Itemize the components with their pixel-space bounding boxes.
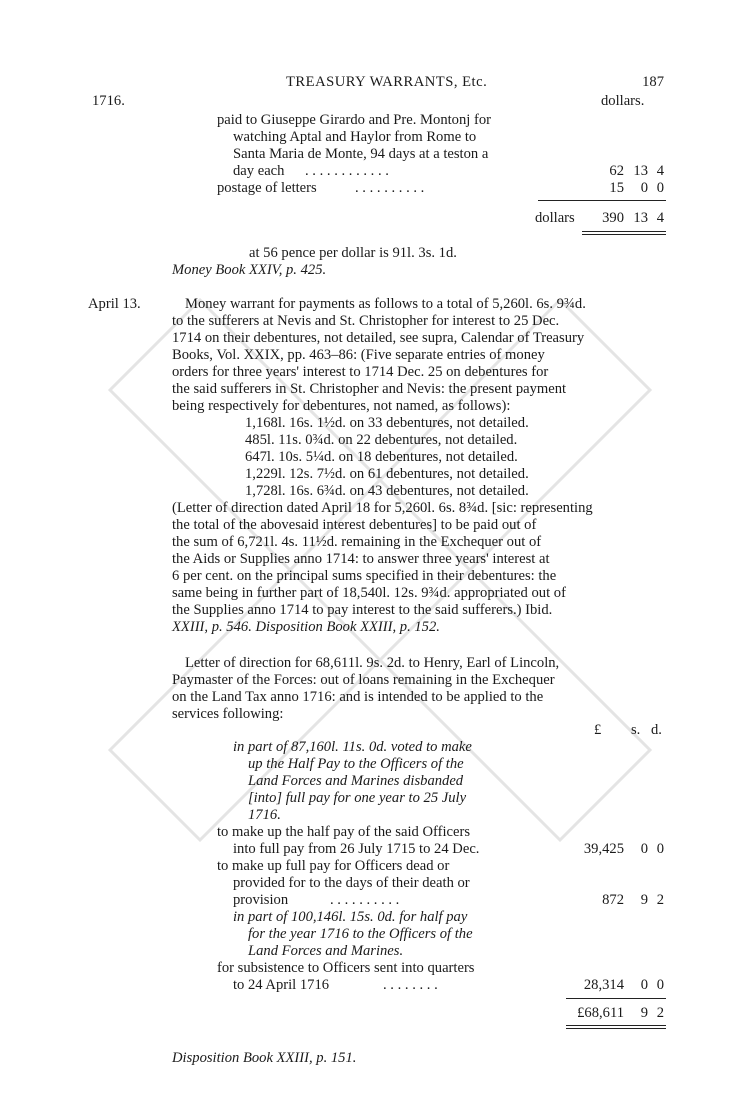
entry-line: Books, Vol. XXIX, pp. 463–86: (Five separate entries of money [172,347,545,363]
leader-dots: . . . . . . . . . . [355,180,425,196]
entry-line: on the Land Tax anno 1716: and is intended to be applied to the [172,689,544,705]
item-line: to make up full pay for Officers dead or [217,858,450,874]
payment-line: 1,728l. 16s. 6¾d. on 43 debentures, not detailed. [245,483,529,499]
payment-line: 1,168l. 16s. 1½d. on 33 debentures, not detailed. [245,415,529,431]
total-a: £68,611 [577,1005,624,1021]
amount-c: 0 [656,977,664,993]
voted-line: 1716. [248,807,281,823]
total-rule [582,231,666,232]
col-header-pence: d. [651,722,662,738]
voted-line: up the Half Pay to the Officers of the [248,756,464,772]
amount-a: 872 [602,892,624,908]
item-line: to make up the half pay of the said Officers [217,824,471,840]
currency-header: dollars. [601,93,645,109]
block1-line: watching Aptal and Haylor from Rome to [233,129,477,145]
col-header-pounds: £ [594,722,602,738]
note-line: the Supplies anno 1714 to pay interest to the said sufferers.) Ibid. [172,602,553,618]
entry-line: Paymaster of the Forces: out of loans remaining in the Exchequer [172,672,555,688]
year-marker: 1716. [92,93,125,109]
item-line: for subsistence to Officers sent into quarters [217,960,475,976]
block1-item-label: postage of letters [217,180,317,196]
page-number: 187 [642,74,664,90]
block1-item-label: day each [233,163,285,179]
source-reference: Money Book XXIV, p. 425. [172,262,327,278]
entry-line: Money warrant for payments as follows to a total of 5,260l. 6s. 9¾d. [185,296,586,312]
entry-line: services following: [172,706,284,722]
sum-rule [566,998,666,999]
total-label: dollars [535,210,575,226]
footer-reference: Disposition Book XXIII, p. 151. [172,1050,357,1066]
block1-line: Santa Maria de Monte, 94 days at a teston a [233,146,489,162]
col-header-shillings: s. [631,722,641,738]
total-a: 390 [602,210,624,226]
entry-line: 1714 on their debentures, not detailed, see supra, Calendar of Treasury [172,330,585,346]
amount-a: 28,314 [583,977,624,993]
item-line: provision [233,892,289,908]
part-line: for the year 1716 to the Officers of the [248,926,473,942]
payment-line: 485l. 11s. 0¾d. on 22 debentures, not detailed. [245,432,518,448]
amount-a: 39,425 [583,841,624,857]
voted-line: in part of 87,160l. 11s. 0d. voted to make [233,739,472,755]
amount-b: 0 [640,977,648,993]
entry-line: Letter of direction for 68,611l. 9s. 2d. to Henry, Earl of Lincoln, [185,655,560,671]
entry-date: April 13. [88,296,141,312]
voted-line: Land Forces and Marines disbanded [248,773,464,789]
leader-dots: . . . . . . . . . . . . [305,163,389,179]
leader-dots: . . . . . . . . . . [330,892,400,908]
entry-line: the said sufferers in St. Christopher and Nevis: the present payment [172,381,567,397]
amount-b: 13 [633,163,648,179]
amount-b: 0 [640,841,648,857]
amount-b: 9 [640,892,648,908]
amount-a: 15 [609,180,624,196]
total-rule [566,1025,666,1026]
item-line: into full pay from 26 July 1715 to 24 Dec. [233,841,480,857]
note-line: same being in further part of 18,540l. 12s. 9¾d. appropriated out of [172,585,566,601]
running-title: TREASURY WARRANTS, Etc. [286,74,488,90]
amount-c: 0 [656,841,664,857]
part-line: Land Forces and Marines. [248,943,404,959]
item-line: provided for to the days of their death or [233,875,470,891]
note-line: 6 per cent. on the principal sums specified in their debentures: the [172,568,557,584]
sum-rule [538,200,666,201]
exchange-rate: at 56 pence per dollar is 91l. 3s. 1d. [249,245,457,261]
part-line: in part of 100,146l. 15s. 0d. for half pay [233,909,468,925]
leader-dots: . . . . . . . . [383,977,438,993]
payment-line: 1,229l. 12s. 7½d. on 61 debentures, not detailed. [245,466,529,482]
entry-line: being respectively for debentures, not named, as follows): [172,398,511,414]
payment-line: 647l. 10s. 5¼d. on 18 debentures, not detailed. [245,449,518,465]
voted-line: [into] full pay for one year to 25 July [248,790,467,806]
total-c: 2 [656,1005,664,1021]
total-c: 4 [656,210,664,226]
total-rule [566,1028,666,1029]
entry-line: orders for three years' interest to 1714 Dec. 25 on debentures for [172,364,549,380]
entry-line: to the sufferers at Nevis and St. Christopher for interest to 25 Dec. [172,313,560,329]
total-b: 13 [633,210,648,226]
note-line: XXIII, p. 546. Disposition Book XXIII, p. 152. [172,619,440,635]
item-line: to 24 April 1716 [233,977,330,993]
total-b: 9 [640,1005,648,1021]
amount-b: 0 [640,180,648,196]
note-line: the sum of 6,721l. 4s. 11½d. remaining in the Exchequer out of [172,534,542,550]
note-line: the total of the abovesaid interest debentures] to be paid out of [172,517,537,533]
total-rule [582,234,666,235]
block1-line: paid to Giuseppe Girardo and Pre. Montonj for [217,112,491,128]
amount-c: 4 [656,163,664,179]
amount-c: 2 [656,892,664,908]
amount-c: 0 [656,180,664,196]
note-line: the Aids or Supplies anno 1714: to answer three years' interest at [172,551,550,567]
amount-a: 62 [609,163,624,179]
note-line: (Letter of direction dated April 18 for 5,260l. 6s. 8¾d. [sic: representing [172,500,593,516]
